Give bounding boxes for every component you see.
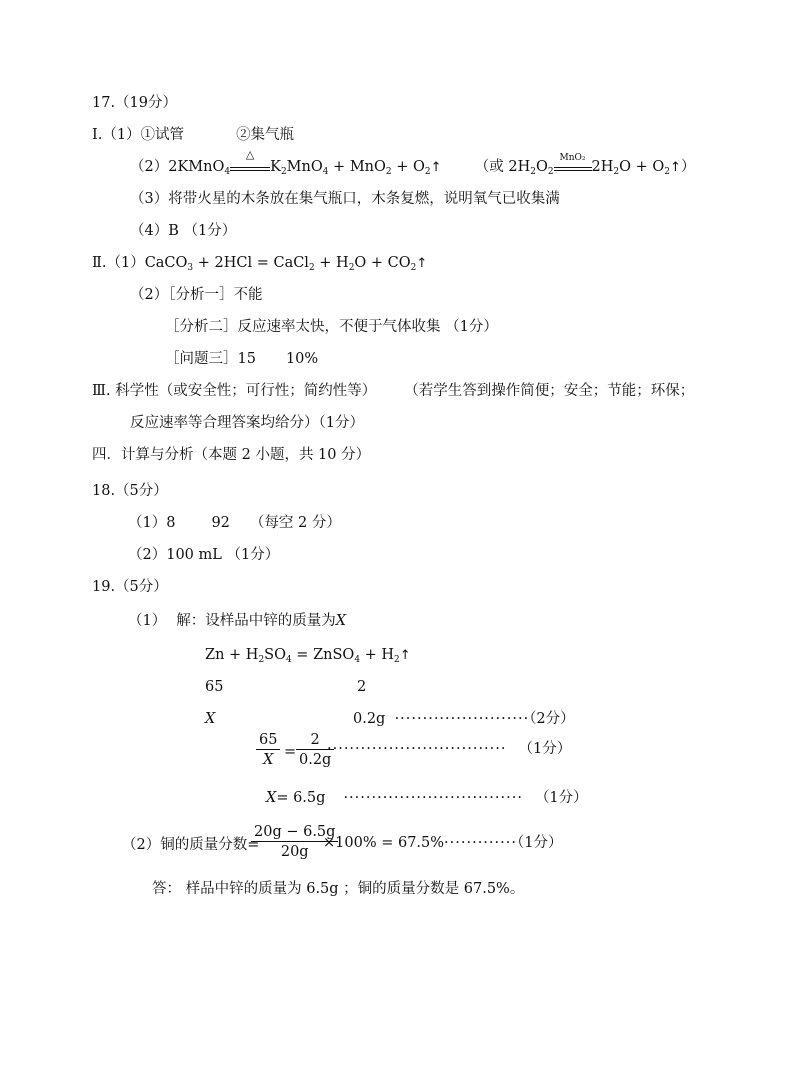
fraction-bar bbox=[256, 749, 280, 750]
q17-II-2b: ［分析二］反应速率太快，不便于气体收集 （1分） bbox=[165, 319, 498, 335]
h2: + H bbox=[360, 647, 395, 663]
q19-score-1b: （1分） bbox=[534, 790, 588, 806]
frac-num-copper: 20g − 6.5g bbox=[254, 824, 336, 840]
section-4-title: 四．计算与分析（本题 2 小题，共 10 分） bbox=[92, 447, 371, 463]
q17-I-2-prefix: （2） bbox=[130, 159, 169, 175]
frac-den-x: X bbox=[263, 752, 274, 768]
heat-equals-sign bbox=[230, 148, 270, 171]
sub: 2 bbox=[664, 167, 671, 178]
co: O + CO bbox=[354, 255, 411, 271]
res-val: = 6.5g bbox=[276, 790, 326, 806]
h: + H bbox=[314, 255, 349, 271]
q19-mass-65: 65 bbox=[205, 679, 224, 695]
sub: 2 bbox=[410, 263, 417, 274]
frac-equals: = bbox=[284, 744, 297, 760]
heat-icon: △ bbox=[245, 148, 255, 161]
q19-result bbox=[266, 789, 588, 807]
sub: 2 bbox=[280, 167, 287, 178]
q17-I-1 bbox=[92, 126, 294, 144]
alt-o: O bbox=[535, 159, 548, 175]
frac-num-65: 65 bbox=[259, 732, 278, 748]
eq-mno2: + MnO bbox=[328, 159, 386, 175]
q17-II-3 bbox=[165, 350, 318, 368]
alt-close: ） bbox=[680, 159, 696, 175]
sub: 2 bbox=[547, 167, 554, 178]
q19-mass-2: 2 bbox=[357, 679, 367, 695]
frac-den-02g: 0.2g bbox=[299, 752, 332, 768]
q19-02g: 0.2g bbox=[353, 711, 386, 727]
sub: 2 bbox=[530, 167, 536, 178]
q17-I-2 bbox=[130, 148, 696, 178]
q17-III-b: （若学生答到操作简便；安全；节能；环保； bbox=[404, 383, 695, 399]
sub: 2 bbox=[613, 167, 620, 178]
frac-num-2: 2 bbox=[310, 732, 320, 748]
sub: 3 bbox=[187, 263, 194, 274]
sub: 4 bbox=[354, 655, 361, 666]
q19-mass-02 bbox=[353, 710, 575, 728]
hcl: + 2HCl = CaCl bbox=[193, 255, 309, 271]
res-x: X bbox=[266, 790, 277, 806]
catalyst-label: MnO₂ bbox=[559, 153, 586, 163]
q19-equation bbox=[205, 646, 411, 666]
leader-dots: ············· bbox=[444, 835, 517, 851]
sub: 2 bbox=[348, 263, 355, 274]
sub: 4 bbox=[285, 655, 292, 666]
q19-score-1c: （1分） bbox=[516, 835, 563, 851]
q19-l1-a: （1） bbox=[128, 613, 167, 629]
q17-I-1-b: ②集气瓶 bbox=[236, 127, 295, 143]
q17-II-1 bbox=[92, 254, 427, 274]
frac-den-copper: 20g bbox=[280, 844, 309, 860]
leader-dots: ························ bbox=[394, 711, 530, 727]
q19-l1 bbox=[128, 612, 346, 630]
eq-k: K bbox=[270, 159, 281, 175]
up-arrow-icon: ↑ bbox=[416, 256, 428, 271]
q17-II-3-b: 10% bbox=[285, 351, 319, 367]
alt-2h: 2H bbox=[591, 159, 614, 175]
q18-l1-a: （1）8 bbox=[128, 515, 176, 531]
q19-score-1a: （1分） bbox=[518, 741, 572, 757]
leader-dots: ································ bbox=[327, 741, 507, 757]
q18-l1-c: （每空 2 分） bbox=[249, 515, 341, 531]
q19-title: 19.（5分） bbox=[92, 579, 168, 595]
sub: 2 bbox=[424, 167, 431, 178]
q18-l1 bbox=[128, 514, 341, 532]
q18-title: 18.（5分） bbox=[92, 483, 168, 499]
up-arrow-icon: ↑ bbox=[430, 160, 442, 175]
so: SO bbox=[264, 647, 286, 663]
up-arrow-icon: ↑ bbox=[670, 160, 681, 175]
sub: 2 bbox=[394, 655, 400, 666]
q19-mass-x: X bbox=[205, 711, 216, 727]
q19-answer: 答： 样品中锌的质量为 6.5g ；铜的质量分数是 67.5%。 bbox=[152, 881, 525, 897]
q19-l1-b: 解：设样品中锌的质量为 bbox=[176, 613, 336, 629]
q17-I-1-a: Ⅰ.（1）①试管 bbox=[92, 127, 185, 143]
q17-III-a: Ⅲ. 科学性（或安全性；可行性；简约性等） bbox=[92, 383, 377, 399]
up-arrow-icon: ↑ bbox=[399, 648, 411, 663]
catalyst-equals-sign bbox=[554, 153, 592, 171]
copper-percent: ×100% = 67.5% bbox=[323, 835, 445, 851]
q17-title: 17.（19分） bbox=[92, 95, 178, 111]
q19-proportion-score bbox=[327, 740, 571, 758]
q19-l2-prefix: （2）铜的质量分数= bbox=[122, 837, 260, 853]
alt-o-o: O + O bbox=[619, 159, 665, 175]
q17-III-c: 反应速率等合理答案均给分）（1分） bbox=[130, 415, 364, 431]
sub: 2 bbox=[258, 655, 265, 666]
q17-I-3: （3）将带火星的木条放在集气瓶口，木条复燃，说明氧气已收集满 bbox=[130, 191, 560, 207]
sub: 4 bbox=[322, 167, 329, 178]
q19-l2-rest bbox=[323, 834, 562, 852]
q17-II-3-a: ［问题三］15 bbox=[165, 351, 256, 367]
sub: 2 bbox=[308, 263, 315, 274]
q18-l2: （2）100 mL （1分） bbox=[128, 547, 280, 563]
fraction-65-x bbox=[256, 732, 280, 768]
eq-kmno4: 2KMnO bbox=[168, 159, 225, 175]
q18-l1-b: 92 bbox=[211, 515, 230, 531]
znso: = ZnSO bbox=[291, 647, 355, 663]
q17-I-4: （4）B （1分） bbox=[130, 223, 237, 239]
leader-dots: ································ bbox=[343, 790, 523, 806]
zn-h: Zn + H bbox=[205, 647, 259, 663]
caco3: Ⅱ.（1）CaCO bbox=[92, 255, 188, 271]
alt-open: （或 2H bbox=[474, 159, 531, 175]
q19-score-2: （2分） bbox=[529, 711, 575, 727]
q17-III bbox=[92, 382, 694, 400]
var-x: X bbox=[335, 613, 347, 629]
q17-II-2: （2）［分析一］不能 bbox=[130, 287, 263, 303]
eq-o2: + O bbox=[391, 159, 425, 175]
sub: 4 bbox=[224, 167, 231, 178]
sub: 2 bbox=[385, 167, 392, 178]
eq-mno: MnO bbox=[286, 159, 323, 175]
